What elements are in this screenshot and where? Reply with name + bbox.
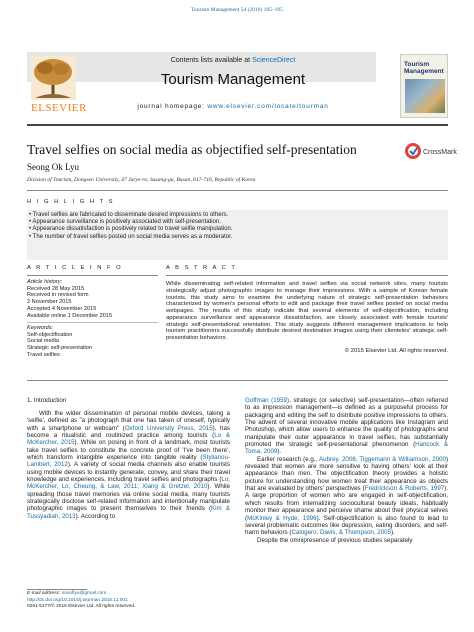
highlight-item: • Appearance dissatisfaction is positively related to travel selfie manipulation.	[29, 226, 233, 233]
article-info-heading: A R T I C L E I N F O	[27, 265, 123, 271]
homepage-label: journal homepage:	[137, 103, 205, 110]
email-label: E-mail address:	[27, 591, 61, 596]
journal-homepage	[98, 103, 368, 110]
body-text: ). While spreading those travel memories via online social media, many tourists strategically disclose self-related information and intentionally manipulate photographic images to present themselves to their friends (	[27, 483, 230, 513]
publisher-name: ELSEVIER	[31, 102, 87, 114]
body-text: Despite the omnipresence of previous studies separately	[257, 536, 413, 544]
issn-line: 0261-5177/© 2015 Elsevier Ltd. All rights reserved.	[27, 604, 136, 609]
highlight-item: • The number of travel selfies posted on social media serves as a moderator.	[29, 233, 233, 240]
citation-link[interactable]: Goffman (1959)	[245, 397, 290, 404]
keyword: Social media	[27, 338, 60, 345]
citation-link[interactable]: Lo & McKercher, 2015	[27, 432, 231, 447]
history-item: 2 November 2015	[27, 299, 72, 306]
introduction-left-column	[27, 410, 230, 520]
citation-link[interactable]: Aubrey, 2006; Tiggemann & Williamson, 2000	[319, 455, 446, 463]
paper-title: Travel selfies on social media as objectified self-presentation	[27, 142, 357, 157]
keyword: Travel selfies	[27, 351, 60, 358]
body-text: ).	[277, 448, 282, 456]
keywords	[27, 325, 158, 359]
abstract-divider	[27, 380, 448, 381]
citation-link[interactable]: Lo, McKercher, Lo, Cheung, & Law, 2011; Xiang & Gretzel, 2010	[27, 476, 230, 491]
abstract-rule	[166, 275, 448, 276]
keyword: Strategic self-presentation	[27, 345, 92, 352]
history-label: Article history:	[27, 279, 63, 285]
citation-link[interactable]: McKinley & Hyde, 1996	[247, 514, 317, 522]
paragraph	[245, 397, 448, 456]
cover-title: Tourism Management	[404, 61, 444, 75]
highlight-item: • Appearance surveillance is positively associated with self-presentation.	[29, 219, 221, 226]
journal-citation[interactable]: Tourism Management 54 (2016) 185–195	[191, 7, 283, 13]
body-text: ). A large proportion of women who are engaged in self-objectification, which results from internalizing sociocultural beauty ideals, habitually monitor their appearance and perceive shame about their physical selves (	[245, 485, 448, 522]
doi-link[interactable]: http://dx.doi.org/10.1016/j.tourman.2015.11.001	[27, 597, 128, 603]
citation-link[interactable]: Kim & Tussyadiah, 2013	[27, 505, 230, 520]
history-item: Received in revised form	[27, 292, 89, 299]
body-text: Earlier research (e.g.,	[257, 455, 319, 463]
contents-prefix: Contents lists available at	[170, 57, 251, 64]
highlights-heading: H I G H L I G H T S	[27, 199, 115, 205]
citation-link[interactable]: Calogero, Davis, & Thompson, 2005	[291, 529, 392, 537]
introduction-heading: 1. Introduction	[27, 397, 67, 404]
paragraph	[27, 410, 230, 520]
journal-title: Tourism Management	[160, 71, 306, 88]
body-text: ). A variety of social media channels also enable tourists using mobile devices to instantly generate, convey, and share their travel knowledge and experiences, including travel selfies and photographs (	[27, 461, 230, 484]
article-info-rule	[27, 275, 158, 276]
history-item: Available online 1 December 2015	[27, 312, 113, 319]
article-history	[27, 279, 158, 319]
body-text: ). According to	[75, 512, 116, 520]
abstract-text: While disseminating self-related information and travel selfies via social network sites, many tourists strategically adjust photographic images to manage their impressions. With a sample of Korean female tourists, this study aims to examine the underlying nature of strategic self-presentation behaviors characterized by women's personal efforts to edit and package their travel selfies posted on social media webpages. The results of this study indicate that several elements of self-objectification, including appearance surveillance and appearance dissatisfaction, are closely associated with female tourists' strategic self-presentational orientation. This study suggests different management implications to help tourism practitioners successfully distribute desired destination images using their clienteles' strategic self-presentation behaviors.	[166, 281, 448, 341]
highlights-list	[29, 212, 449, 241]
crossmark-label: CrossMark	[423, 149, 457, 156]
keywords-label: Keywords:	[27, 325, 54, 331]
abstract-heading: A B S T R A C T	[166, 265, 237, 271]
sciencedirect-link[interactable]: ScienceDirect	[252, 57, 296, 64]
body-text: With the wider dissemination of personal mobile devices, taking a 'selfie', defined as "a photograph that one has taken of oneself, typically with a smartphone or webcam" (	[27, 410, 230, 432]
body-text: ), has become a ritualistic and routinized practice among tourists (	[27, 424, 230, 440]
paragraph	[245, 537, 448, 544]
elsevier-tree-logo	[27, 54, 80, 109]
body-text: ). While on posing in front of a landmark, most tourists take travel selfies to constitute the concrete proof of 'I've been there', which transform intangible experience into tangible reality (	[27, 439, 231, 462]
abstract-copyright: © 2015 Elsevier Ltd. All rights reserved.	[344, 348, 448, 354]
footnote	[27, 591, 237, 611]
citation-link[interactable]: Stylianou-Lambert, 2012	[27, 454, 230, 469]
history-item: Received 28 May 2015	[27, 285, 85, 292]
highlight-item: • Travel selfies are fabricated to disseminate desired impressions to others.	[29, 212, 229, 218]
title-divider	[27, 190, 448, 191]
author-name[interactable]: Seong Ok Lyu	[27, 162, 80, 172]
footnote-rule	[27, 589, 87, 590]
homepage-link[interactable]: www.elsevier.com/locate/tourman	[207, 103, 329, 110]
keyword: Self-objectification	[27, 331, 73, 338]
keywords-divider	[27, 322, 158, 323]
body-text: ) revealed that women are more sensitive to having others' look at their appearance than men. The objectification theory provides a holistic picture for understanding how women treat their appearance as objects that are evaluated by others' perspectives (	[245, 455, 449, 493]
body-text: ).	[391, 529, 395, 537]
citation-link[interactable]: Fredrickson & Roberts, 1997	[364, 485, 445, 493]
header-divider	[27, 124, 448, 126]
history-item: Accepted 4 November 2015	[27, 305, 97, 312]
citation-link[interactable]: Hancock & Toma, 2009	[245, 441, 449, 456]
author-affiliation: Division of Tourism, Dongseo University, 47 Jurye-ro, Sasang-gu, Busan, 617-716, Republic of Korea	[27, 177, 256, 183]
body-text: ). Self-objectification is also found to lead to several problematic outcomes like depression, eating disorders, and self-harm behaviors (	[245, 514, 448, 537]
body-text: , strategic (or selective) self-presentation—often referred to as impression management—is defined as a purposeful process for packaging and editing the self to distribute positive impressions to others. The advent of several innovative mobile applications like Instagram and Photoshop, which allow users to enhance the quality of photographs and manipulate their outer appearance in travel selfies, has substantially promoted the strategic self-presentational phenomenon (	[245, 397, 448, 449]
contents-line	[98, 57, 368, 64]
introduction-right-column	[245, 397, 448, 544]
author-email-link[interactable]: sonoflyu@gmail.com	[61, 591, 107, 596]
journal-cover	[400, 54, 448, 118]
cover-image	[405, 79, 445, 113]
crossmark-icon[interactable]	[404, 141, 457, 161]
citation-link[interactable]: Oxford University Press, 2015	[124, 424, 213, 432]
paragraph	[245, 456, 448, 537]
